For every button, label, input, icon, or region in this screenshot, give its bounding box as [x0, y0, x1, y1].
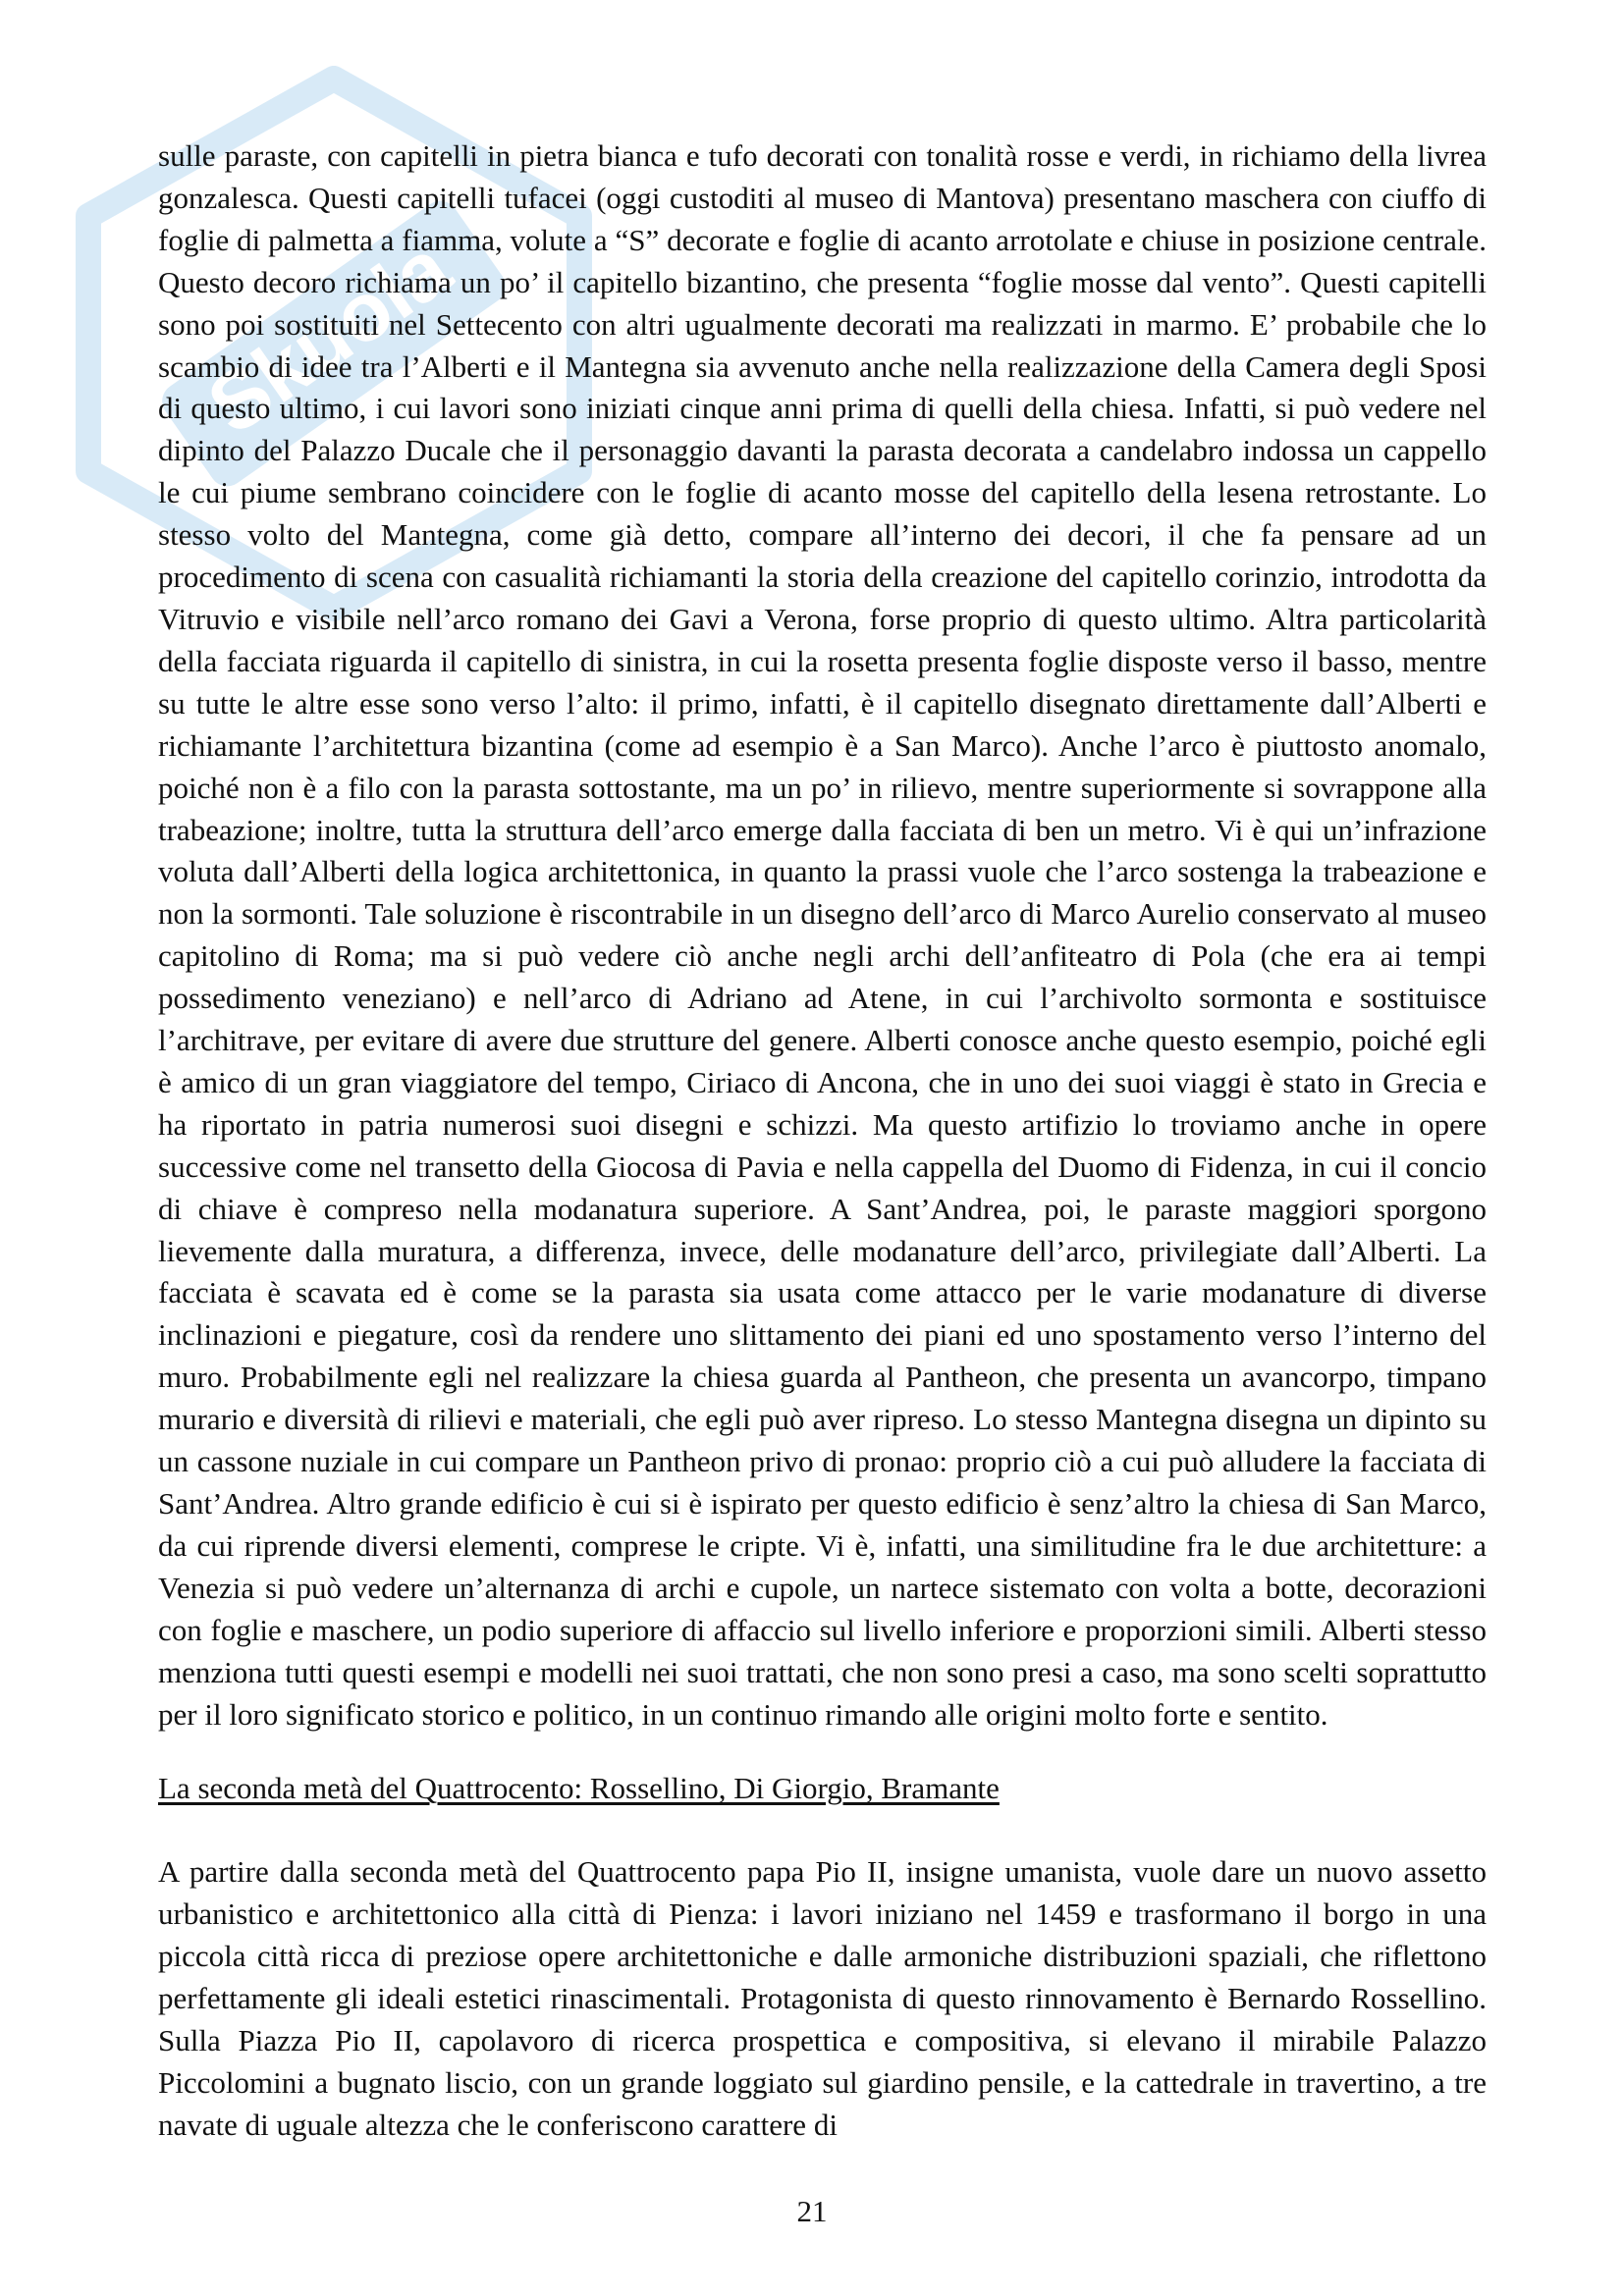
body-paragraph-2: A partire dalla seconda metà del Quattrocento papa Pio II, insigne umanista, vuole dare un nuovo assetto urbanistico e architettonico alla città di Pienza: i lavori iniziano nel 1459 e trasformano il borgo in una piccola città ricca di preziose opere architettoniche e dalle armoniche distribuzioni spaziali, che riflettono perfettamente gli ideali estetici rinascimentali. Protagonista di questo rinnovamento è Bernardo Rossellino. Sulla Piazza Pio II, capolavoro di ricerca prospettica e compositiva, si elevano il mirabile Palazzo Piccolomini a bugnato liscio, con un grande loggiato sul giardino pensile, e la cattedrale in travertino, a tre navate di uguale altezza che le conferiscono carattere di — [158, 1854, 1487, 2142]
section-heading: La seconda metà del Quattrocento: Rossellino, Di Giorgio, Bramante — [158, 1771, 1000, 1806]
body-paragraph-1: sulle paraste, con capitelli in pietra bianca e tufo decorati con tonalità rosse e verdi, in richiamo della livrea gonzalesca. Questi capitelli tufacei (oggi custoditi al museo di Mantova) presentano maschera con ciuffo di foglie di palmetta a fiamma, volute a “S” decorate e foglie di acanto arrotolate e chiuse in posizione centrale. Questo decoro richiama un po’ il capitello bizantino, che presenta “foglie mosse dal vento”. Questi capitelli sono poi sostituiti nel Settecento con altri ugualmente decorati ma realizzati in marmo. E’ probabile che lo scambio di idee tra l’Alberti e il Mantegna sia avvenuto anche nella realizzazione della Camera degli Sposi di questo ultimo, i cui lavori sono iniziati cinque anni prima di quelli della chiesa. Infatti, si può vedere nel dipinto del Palazzo Ducale che il personaggio davanti la parasta decorata a candelabro indossa un cappello le cui piume sembrano coincidere con le foglie di acanto mosse del capitello della lesena retrostante. Lo stesso volto del Mantegna, come già detto, compare all’interno dei decori, il che fa pensare ad un procedimento di scena con casualità richiamanti la storia della creazione del capitello corinzio, introdotta da Vitruvio e visibile nell’arco romano dei Gavi a Verona, forse proprio di questo ultimo. Altra particolarità della facciata riguarda il capitello di sinistra, in cui la rosetta presenta foglie disposte verso il basso, mentre su tutte le altre esse sono verso l’alto: il primo, infatti, è il capitello disegnato direttamente dall’Alberti e richiamante l’architettura bizantina (come ad esempio è a San Marco). Anche l’arco è piuttosto anomalo, poiché non è a filo con la parasta sottostante, ma un po’ in rilievo, mentre superiormente si sovrappone alla trabeazione; inoltre, tutta la struttura dell’arco emerge dalla facciata di ben un metro. Vi è qui un’infrazione voluta dall’Alberti della logica architettonica, in quanto la prassi vuole che l’arco sostenga la trabeazione e non la sormonti. Tale soluzione è riscontrabile in un disegno dell’arco di Marco Aurelio conservato al museo capitolino di Roma; ma si può vedere ciò anche negli archi dell’anfiteatro di Pola (che era ai tempi possedimento veneziano) e nell’arco di Adriano ad Atene, in cui l’archivolto sormonta e sostituisce l’architrave, per evitare di avere due strutture del genere. Alberti conosce anche questo esempio, poiché egli è amico di un gran viaggiatore del tempo, Ciriaco di Ancona, che in uno dei suoi viaggi è stato in Grecia e ha riportato in patria numerosi suoi disegni e schizzi. Ma questo artifizio lo troviamo anche in opere successive come nel transetto della Giocosa di Pavia e nella cappella del Duomo di Fidenza, in cui il concio di chiave è compreso nella modanatura superiore. A Sant’Andrea, poi, le paraste maggiori sporgono lievemente dalla muratura, a differenza, invece, delle modanature dell’arco, privilegiate dall’Alberti. La facciata è scavata ed è come se la parasta sia usata come attacco per le varie modanature di diverse inclinazioni e piegature, così da rendere uno slittamento dei piani ed uno spostamento verso l’interno del muro. Probabilmente egli nel realizzare la chiesa guarda al Pantheon, che presenta un avancorpo, timpano murario e diversità di rilievi e materiali, che egli può aver ripreso. Lo stesso Mantegna disegna un dipinto su un cassone nuziale in cui compare un Pantheon privo di pronao: proprio ciò a cui può alludere la facciata di Sant’Andrea. Altro grande edificio è cui si è ispirato per questo edificio è senz’altro la chiesa di San Marco, da cui riprende diversi elementi, comprese le cripte. Vi è, infatti, una similitudine fra le due architetture: a Venezia si può vedere un’alternanza di archi e cupole, un nartece sistemato con volta a botte, decorazioni con foglie e maschere, un podio superiore di affaccio sul livello inferiore e proporzioni simili. Alberti stesso menziona tutti questi esempi e modelli nei suoi trattati, che non sono presi a caso, ma sono scelti soprattutto per il loro significato storico e politico, in un continuo rimando alle origini molto forte e sentito. — [158, 138, 1487, 1732]
page-number: 21 — [796, 2194, 828, 2228]
watermark-logo-text: Skuola — [191, 221, 466, 453]
document-page — [158, 135, 1487, 2147]
